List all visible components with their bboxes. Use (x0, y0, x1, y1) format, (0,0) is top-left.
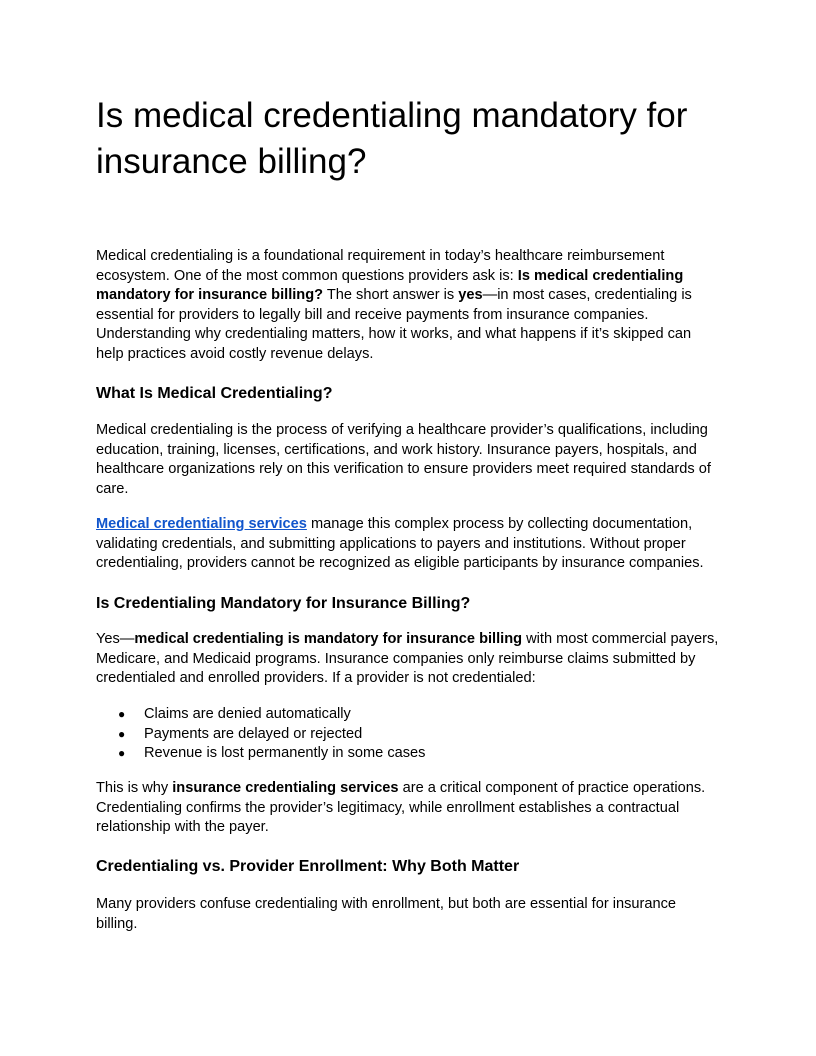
bullet-icon: ● (118, 707, 126, 721)
bullet-icon: ● (118, 746, 126, 761)
section-heading-vs-enrollment: Credentialing vs. Provider Enrollment: Why Both Matter (96, 858, 520, 875)
insurance-credentialing-term: insurance credentialing services (172, 780, 399, 796)
intro-answer: yes (458, 287, 483, 304)
consequences-list (96, 705, 720, 764)
page-title: Is medical credentialing mandatory for insurance billing? (96, 96, 688, 181)
section1-paragraph-2: Medical credentialing services manage this complex process by collecting documentation, validating credentials, and submitting applications to payers and institutions. Without proper credentialing, providers cannot be recognized as eligible participants by insurance companies. (96, 516, 704, 572)
list-item: ● Claims are denied automatically (96, 705, 720, 725)
section2-paragraph-2: This is why insurance credentialing services are a critical component of practice operations. Credentialing confirms the provider’s legitimacy, while enrollment establishes a contractual relationship with the payer. (96, 780, 706, 836)
mandatory-statement: medical credentialing is mandatory for insurance billing (134, 631, 523, 647)
section1-paragraph-1: Medical credentialing is the process of verifying a healthcare provider’s qualifications, including education, training, licenses, certifications, and work history. Insurance payers, hospitals, and healthcare organizations rely on this verification to ensure providers meet required standards of care. (96, 422, 711, 497)
list-item: ● Revenue is lost permanently in some cases (96, 744, 720, 764)
section3-paragraph-1: Many providers confuse credentialing with enrollment, but both are essential for insurance billing. (96, 896, 677, 932)
intro-paragraph: Medical credentialing is a foundational requirement in today’s healthcare reimbursement ecosystem. One of the most common questions providers ask is: Is medical credentialing mandatory for insurance billing? The short answer is yes—in most cases, credentialing is essential for providers to legally bill and receive payments from insurance companies. Understanding why credentialing matters, how it works, and what happens if it’s skipped can help practices avoid costly revenue delays. (96, 248, 692, 362)
list-item: ● Payments are delayed or rejected (96, 725, 720, 745)
section-heading-mandatory: Is Credentialing Mandatory for Insurance Billing? (96, 595, 471, 612)
credentialing-services-link[interactable]: Medical credentialing services (96, 516, 307, 532)
bullet-icon: ● (118, 726, 126, 741)
section2-paragraph-1: Yes—medical credentialing is mandatory for insurance billing with most commercial payers, Medicare, and Medicaid programs. Insurance companies only reimburse claims submitted by credentialed and enrolled providers. If a provider is not credentialed: (96, 631, 719, 687)
section-heading-what-is: What Is Medical Credentialing? (96, 385, 333, 402)
intro-question: Is medical credentialing mandatory for insurance billing? (96, 267, 684, 304)
